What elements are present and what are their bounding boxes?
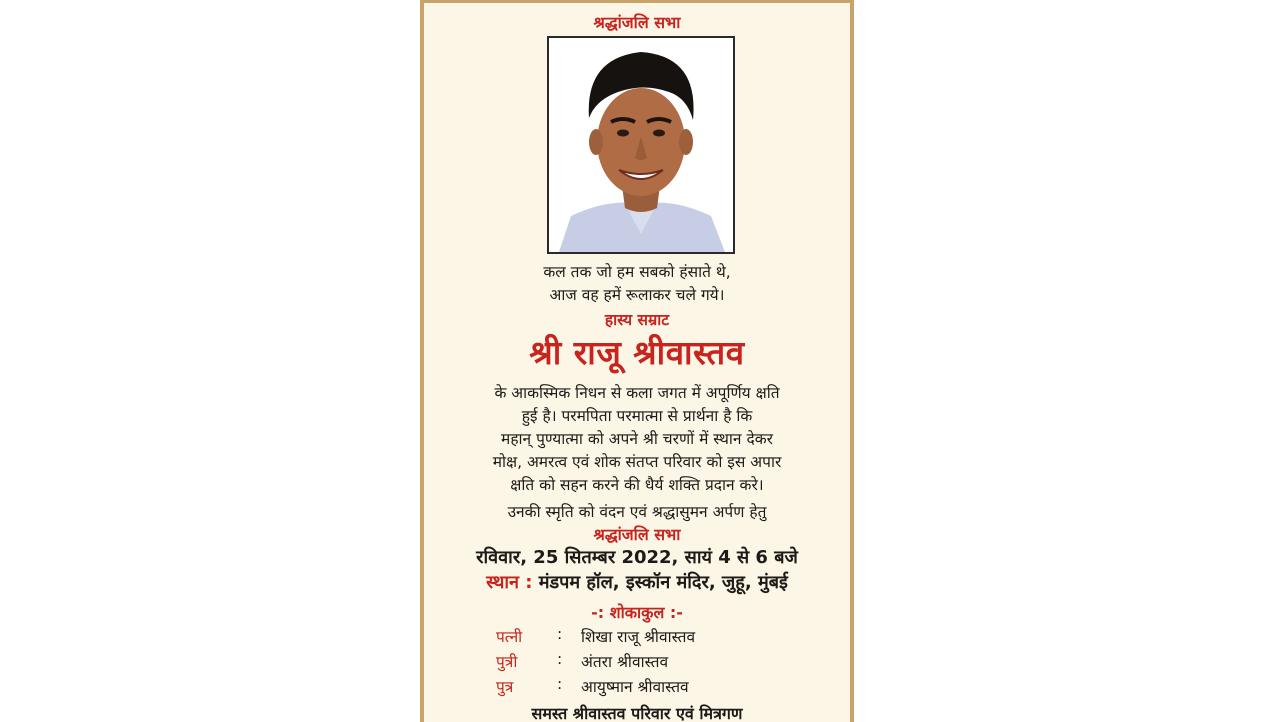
family-row [424,650,850,674]
family-row [424,625,850,649]
quote-line-2: आज वह हमें रूलाकर चले गये। [549,286,725,304]
footer-signatories: समस्त श्रीवास्तव परिवार एवं मित्रगण [531,704,743,722]
family-row [424,675,850,699]
family-colon: : [557,675,563,693]
body-line-5: क्षति को सहन करने की धैर्य शक्ति प्रदान करे। [510,476,764,494]
venue-label: स्थान : [486,572,533,593]
family-member-name: आयुष्मान श्रीवास्तव [581,678,689,696]
venue-text: मंडपम हॉल, इस्कॉन मंदिर, जुहू, मुंबई [538,572,788,593]
family-member-name: शिखा राजू श्रीवास्तव [581,628,696,646]
family-relation: पुत्री [496,653,518,671]
portrait-illustration [549,38,733,252]
body-line-2: हुई है। परमपिता परमात्मा से प्रार्थना है कि [521,407,753,425]
shokakul-heading: -: शोकाकुल :- [591,603,683,622]
family-relation: पुत्र [496,678,514,696]
quote-line-1: कल तक जो हम सबको हंसाते थे, [543,263,731,281]
family-colon: : [557,650,563,668]
portrait-photo [547,36,735,254]
family-member-name: अंतरा श्रीवास्तव [581,653,669,671]
body-line-3: महान् पुण्यात्मा को अपने श्री चरणों में स्थान देकर [501,430,773,448]
tribute-line: उनकी स्मृति को वंदन एवं श्रद्धासुमन अर्पण हेतु [507,503,767,521]
subtitle: हास्य सम्राट [604,311,670,329]
venue-line [424,570,850,594]
notice-header: श्रद्धांजलि सभा [593,13,681,32]
sabha-label: श्रद्धांजलि सभा [593,525,681,544]
obituary-notice [420,0,854,722]
deceased-name: श्री राजू श्रीवास्तव [529,333,745,372]
family-relation: पत्नी [496,628,523,646]
body-line-1: के आकस्मिक निधन से कला जगत में अपूर्णिय क्षति [494,384,780,402]
body-line-4: मोक्ष, अमरत्व एवं शोक संतप्त परिवार को इस अपार [492,453,782,471]
event-datetime: रविवार, 25 सितम्बर 2022, सायं 4 से 6 बजे [476,547,798,568]
family-colon: : [557,625,563,643]
